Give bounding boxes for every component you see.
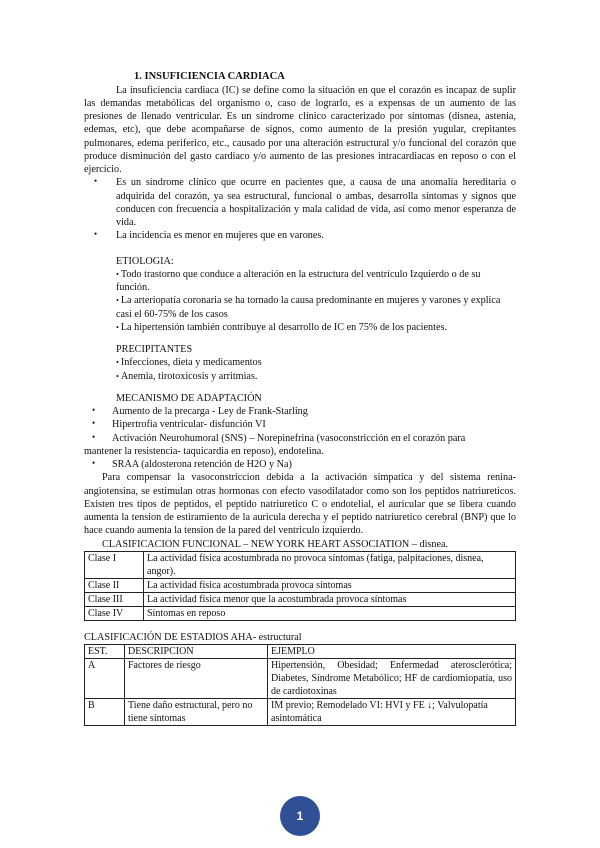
list-item: • La arteriopatía coronaria se ha tornado la causa predominante en mujeres y varones y explica casi el 60-75% de los casos [116, 294, 516, 321]
table-row [85, 699, 516, 726]
table-cell: Factores de riesgo [125, 659, 268, 699]
mecanismo-heading: MECANISMO DE ADAPTACIÓN [116, 392, 262, 404]
etiologia-section [116, 255, 516, 335]
page-number-badge: 1 [280, 796, 320, 836]
table-row [85, 659, 516, 699]
table-cell: B [85, 699, 125, 726]
table-cell: Clase I [85, 551, 144, 578]
table-header: EST. [85, 645, 125, 659]
table-cell: Clase II [85, 578, 144, 592]
table-row [85, 592, 516, 606]
mecanismo-list-2 [84, 458, 516, 471]
table-cell: IM previo; Remodelado VI: HVI y FE ↓; Valvulopatía asintomática [268, 699, 516, 726]
nyha-caption: CLASIFICACION FUNCIONAL – NEW YORK HEART ASSOCIATION – disnea. [102, 538, 449, 550]
mecanismo-list [84, 405, 516, 445]
table-cell: La actividad física acostumbrada provoca síntomas [144, 578, 516, 592]
list-item: • Todo trastorno que conduce a alteración en la estructura del ventrículo Izquierdo o de su función. [116, 268, 516, 295]
precipitantes-section [116, 343, 516, 383]
aha-table [84, 644, 516, 726]
document-page [84, 70, 516, 726]
nyha-table [84, 551, 516, 621]
list-item: • Hipertrofia ventricular- disfunción VI [84, 418, 516, 431]
list-item: • Aumento de la precarga - Ley de Frank-Starling [84, 405, 516, 418]
precipitantes-heading: PRECIPITANTES [116, 344, 193, 356]
table-row [85, 578, 516, 592]
list-item: • Es un síndrome clínico que ocurre en pacientes que, a causa de una anomalía hereditaria o adquirida del corazón, ya sea estructural, funcional o ambas, desarrolla síntomas y signos que conducen con frecuencia a hospitalización y mala calidad de vida, así como menor esperanza de vida. [84, 176, 516, 229]
table-cell: Clase III [85, 592, 144, 606]
mecanismo-section [116, 392, 516, 405]
table-header: EJEMPLO [268, 645, 516, 659]
etiologia-heading: ETIOLOGIA: [116, 255, 174, 267]
peptidos-paragraph: Para compensar la vasoconstriccion debida a la activación simpatica y del sistema renina-angiotensina, se estimulan otras hormonas con efecto vasodilatador como son los peptidos natriureticos. Existen tres tipos de peptidos, el peptido natriuretico C o endotelial, el auricular que se libera cuando aumenta la tension de estiramiento de la auricula derecha y el peptido natriuretico cerebral (BNP) que lo hace cuando aumenta la tension de la pared del ventriculo izquierdo. [84, 472, 516, 537]
list-item: • SRAA (aldosterona retención de H2O y Na) [84, 458, 516, 471]
table-cell: Síntomas en reposo [144, 606, 516, 620]
list-item: • La hipertensión también contribuye al desarrollo de IC en 75% de los pacientes. [116, 321, 516, 334]
mecanismo-continuation: mantener la resistencia- taquicardia en reposo), endotelina. [84, 445, 324, 457]
table-cell: La actividad física acostumbrada no provoca síntomas (fatiga, palpitaciones, disnea, angor). [144, 551, 516, 578]
intro-bullet-list [84, 176, 516, 242]
intro-paragraph: La insuficiencia cardiaca (IC) se define como la situación en que el corazón es incapaz de suplir las demandas metabólicas del organismo o, caso de lograrlo, es a expensas de un aumento de las presiones de llenado ventricular. Es un síndrome clínico caracterizado por síntomas (disnea, astenia, edemas, etc), que debe acompañarse de signos, como aumento de la presión yugular, crepitantes pulmonares, edema periferico, etc., causado por una alteración estructural y/o funcional del corazón que produce disminución del gasto cardiaco y/o aumento de las presiones intracardiacas en reposo o con el ejercicio. [84, 84, 516, 176]
table-row [85, 551, 516, 578]
aha-caption: CLASIFICACIÓN DE ESTADIOS AHA- estructural [84, 631, 302, 643]
table-header: DESCRIPCION [125, 645, 268, 659]
list-item: • La incidencia es menor en mujeres que en varones. [84, 229, 516, 242]
table-row [85, 606, 516, 620]
list-item: • Activación Neurohumoral (SNS) – Norepinefrina (vasoconstricción en el corazón para [84, 432, 516, 445]
section-title: 1. INSUFICIENCIA CARDIACA [134, 71, 285, 82]
table-cell: Clase IV [85, 606, 144, 620]
table-header-row [85, 645, 516, 659]
list-item: • Infecciones, dieta y medicamentos [116, 356, 516, 369]
list-item: • Anemia, tirotoxicosis y arritmias. [116, 370, 516, 383]
table-cell: A [85, 659, 125, 699]
table-cell: Tiene daño estructural, pero no tiene síntomas [125, 699, 268, 726]
table-cell: La actividad física menor que la acostumbrada provoca síntomas [144, 592, 516, 606]
table-cell: Hipertensión, Obesidad; Enfermedad aterosclerótica; Diabetes, Síndrome Metabólico; HF de cardiomiopatía, uso de cardiotoxinas [268, 659, 516, 699]
